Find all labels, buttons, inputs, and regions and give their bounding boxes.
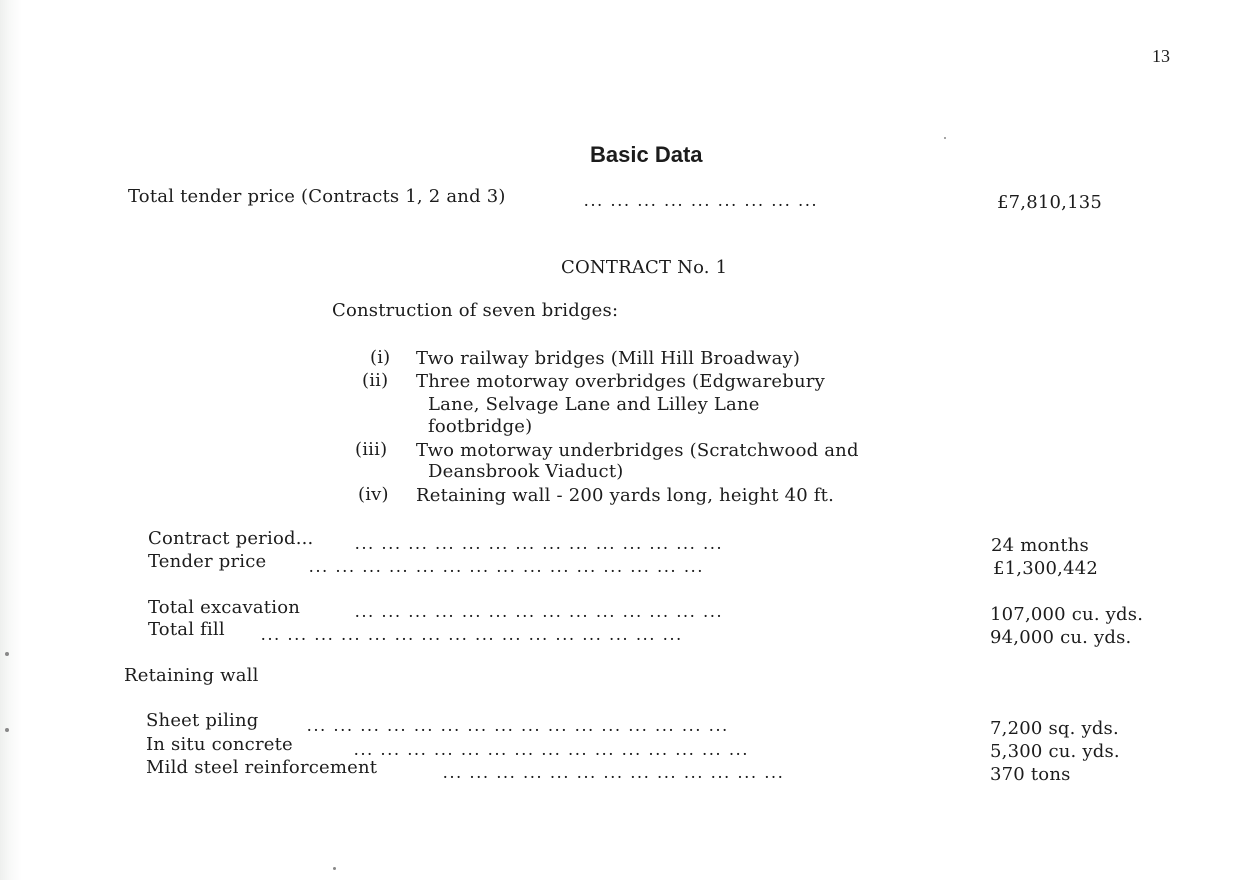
mild-steel-label: Mild steel reinforcement	[146, 757, 378, 778]
total-excavation-value: 107,000 cu. yds.	[990, 604, 1144, 625]
page-number: 13	[1152, 46, 1170, 66]
dot-leader: ... ... ... ... ... ... ... ... ... ... ... ... ... ...	[355, 601, 724, 621]
tender-price-label: Tender price	[148, 551, 267, 572]
in-situ-concrete-label: In situ concrete	[146, 734, 293, 755]
scan-speck	[944, 137, 946, 139]
list-item-number: (iii)	[355, 439, 388, 460]
scan-speck	[333, 867, 336, 870]
scan-speck	[5, 728, 9, 732]
dot-leader: ... ... ... ... ... ... ... ... ... ... ... ... ... ...	[355, 533, 724, 553]
total-fill-label: Total fill	[148, 619, 225, 640]
list-item-text: Deansbrook Viaduct)	[428, 461, 624, 482]
tender-price-value: £1,300,442	[993, 558, 1099, 579]
scan-speck	[5, 652, 9, 656]
total-fill-value: 94,000 cu. yds.	[990, 627, 1132, 648]
list-item-text: Two railway bridges (Mill Hill Broadway)	[416, 348, 801, 369]
sheet-piling-value: 7,200 sq. yds.	[990, 718, 1119, 739]
contract-title: CONTRACT No. 1	[561, 257, 728, 278]
mild-steel-value: 370 tons	[990, 764, 1071, 785]
total-tender-leader: ... ... ... ... ... ... ... ... ...	[584, 190, 819, 210]
total-tender-value: £7,810,135	[997, 192, 1103, 213]
list-item-text: Two motorway underbridges (Scratchwood and	[416, 440, 859, 461]
page-heading: Basic Data	[590, 142, 703, 167]
list-item-number: (iv)	[358, 484, 389, 505]
list-item-text: footbridge)	[428, 416, 533, 437]
dot-leader: ... ... ... ... ... ... ... ... ... ... ... ... ...	[443, 762, 785, 782]
total-tender-label: Total tender price (Contracts 1, 2 and 3)	[128, 186, 506, 207]
list-item-number: (ii)	[362, 370, 389, 391]
sheet-piling-label: Sheet piling	[146, 710, 259, 731]
list-item-text: Three motorway overbridges (Edgwarebury	[416, 371, 825, 392]
contract-period-label: Contract period...	[148, 528, 314, 549]
total-excavation-label: Total excavation	[148, 597, 301, 618]
in-situ-concrete-value: 5,300 cu. yds.	[990, 741, 1120, 762]
contract-intro: Construction of seven bridges:	[332, 300, 619, 321]
retaining-wall-heading: Retaining wall	[124, 665, 259, 686]
list-item-text: Lane, Selvage Lane and Lilley Lane	[428, 394, 760, 415]
list-item-text: Retaining wall - 200 yards long, height 40 ft.	[416, 485, 835, 506]
dot-leader: ... ... ... ... ... ... ... ... ... ... ... ... ... ... ... ...	[261, 624, 684, 644]
dot-leader: ... ... ... ... ... ... ... ... ... ... ... ... ... ... ...	[354, 739, 750, 759]
list-item-number: (i)	[370, 347, 391, 368]
dot-leader: ... ... ... ... ... ... ... ... ... ... ... ... ... ... ...	[309, 556, 705, 576]
dot-leader: ... ... ... ... ... ... ... ... ... ... ... ... ... ... ... ...	[307, 715, 730, 735]
contract-period-value: 24 months	[991, 535, 1089, 556]
